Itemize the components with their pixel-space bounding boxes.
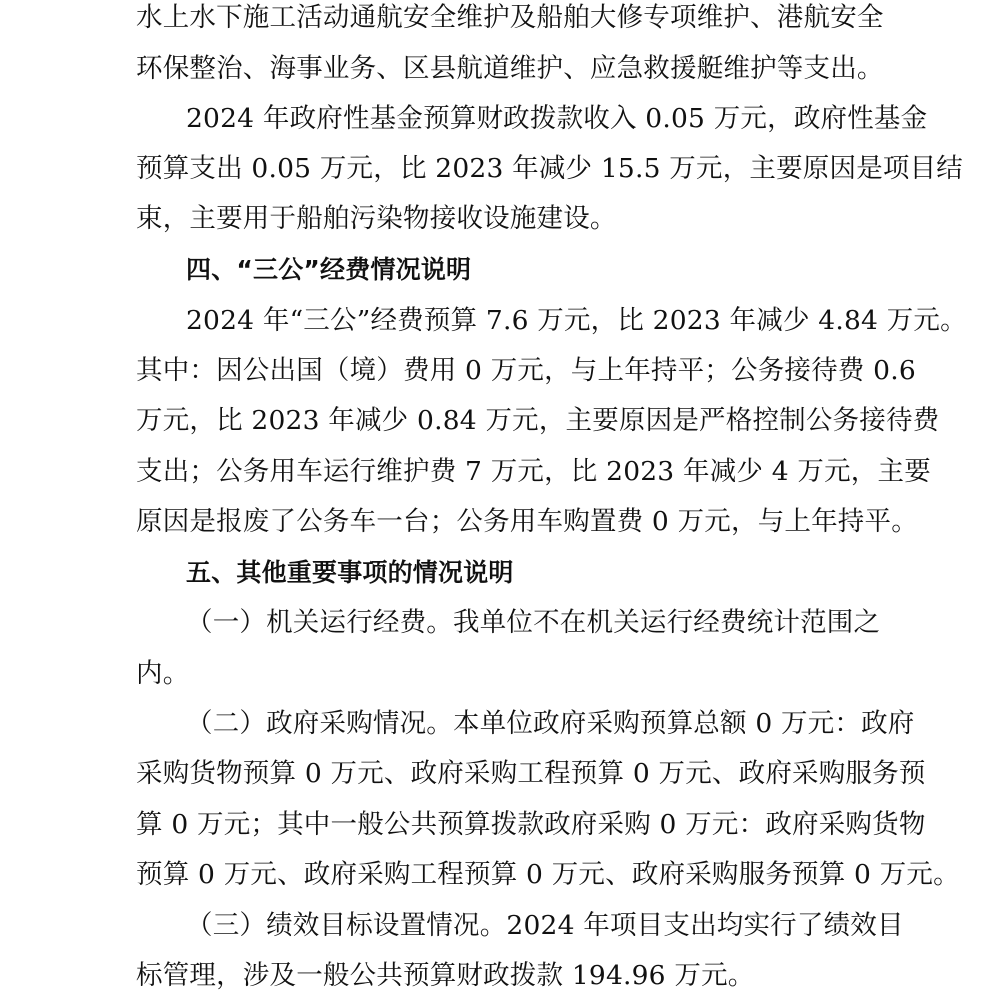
paragraph-line: （二）政府采购情况。本单位政府采购预算总额 0 万元：政府: [186, 708, 915, 739]
paragraph-line: 预算支出 0.05 万元，比 2023 年减少 15.5 万元，主要原因是项目结: [136, 153, 963, 184]
paragraph-line: 环保整治、海事业务、区县航道维护、应急救援艇维护等支出。: [136, 53, 884, 84]
paragraph-line: 万元，比 2023 年减少 0.84 万元，主要原因是严格控制公务接待费: [136, 405, 940, 436]
paragraph-line: 算 0 万元；其中一般公共预算拨款政府采购 0 万元：政府采购货物: [136, 809, 926, 840]
paragraph-line: 内。: [136, 658, 190, 689]
section-heading: 五、其他重要事项的情况说明: [186, 558, 514, 587]
section-heading: 四、“三公”经费情况说明: [186, 255, 472, 284]
paragraph-line: （三）绩效目标设置情况。2024 年项目支出均实行了绩效目: [186, 910, 904, 941]
paragraph-line: 2024 年政府性基金预算财政拨款收入 0.05 万元，政府性基金: [186, 103, 928, 134]
paragraph-line: 预算 0 万元、政府采购工程预算 0 万元、政府采购服务预算 0 万元。: [136, 859, 960, 890]
paragraph-line: 水上水下施工活动通航安全维护及船舶大修专项维护、港航安全: [136, 2, 884, 33]
paragraph-line: 2024 年“三公”经费预算 7.6 万元，比 2023 年减少 4.84 万元。: [186, 305, 967, 336]
paragraph-line: 原因是报废了公务车一台；公务用车购置费 0 万元，与上年持平。: [136, 506, 918, 537]
paragraph-line: 采购货物预算 0 万元、政府采购工程预算 0 万元、政府采购服务预: [136, 758, 926, 789]
paragraph-line: 其中：因公出国（境）费用 0 万元，与上年持平；公务接待费 0.6: [136, 355, 916, 386]
paragraph-line: 标管理，涉及一般公共预算财政拨款 194.96 万元。: [136, 960, 755, 991]
paragraph-line: （一）机关运行经费。我单位不在机关运行经费统计范围之: [186, 607, 881, 638]
paragraph-line: 支出；公务用车运行维护费 7 万元，比 2023 年减少 4 万元，主要: [136, 456, 931, 487]
paragraph-line: 束，主要用于船舶污染物接收设施建设。: [136, 203, 617, 234]
